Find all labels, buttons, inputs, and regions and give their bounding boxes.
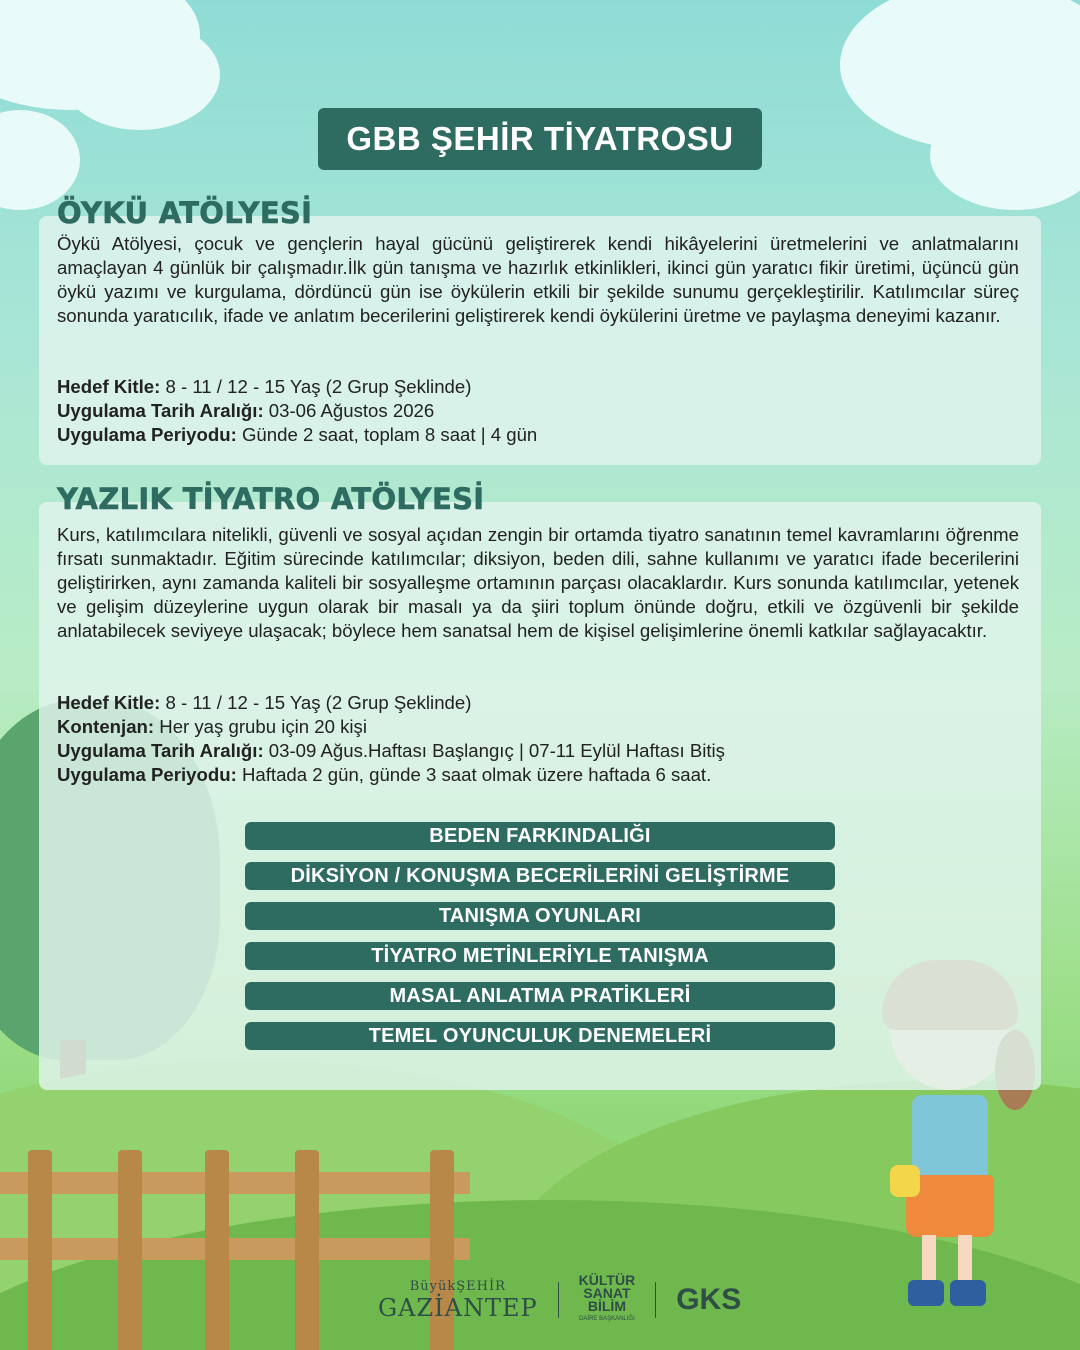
detail-label: Uygulama Tarih Aralığı: [57,400,264,421]
detail-value: Haftada 2 gün, günde 3 saat olmak üzere haftada 6 saat. [236,764,712,785]
section-description-1: Öykü Atölyesi, çocuk ve gençlerin hayal gücünü geliştirerek kendi hikâyelerini üretmelerini ve anlatmalarını amaçlayan 4 günlük bir çalışmadır.İlk gün tanışma ve hazırlık etkinlikleri, ikinci gün yaratıcı fikir üretimi, üçüncü gün öykü yazımı ve kurgulama, dördüncü gün ise öykülerin etkili bir şekilde sunumu gerçekleştirilir. Katılımcılar süreç sonunda yaratıcılık, ifade ve anlatım becerilerini geliştirerek kendi öykülerini üretme ve paylaşma deneyimi kazanır. [57,233,1019,326]
topic-pill: TEMEL OYUNCULUK DENEMELERİ [245,1022,835,1050]
detail-label: Uygulama Tarih Aralığı: [57,740,264,761]
logo-divider [558,1282,559,1318]
detail-value: Günde 2 saat, toplam 8 saat | 4 gün [236,424,538,445]
gaziantep-logo [378,1279,538,1322]
detail-value: Her yaş grubu için 20 kişi [154,716,367,737]
logo-text: BüyükŞEHİR [409,1278,506,1294]
topic-pill: DİKSİYON / KONUŞMA BECERİLERİNİ GELİŞTİRME [245,862,835,890]
section-details-2 [57,691,725,787]
cloud-left [0,110,80,210]
topic-pill: TİYATRO METİNLERİYLE TANIŞMA [245,942,835,970]
detail-quota [57,715,725,739]
detail-label: Kontenjan: [57,716,155,737]
section-heading-1: ÖYKÜ ATÖLYESİ [57,196,313,230]
section-details-1 [57,375,537,447]
detail-period [57,763,725,787]
detail-label: Hedef Kitle: [57,692,161,713]
logo-text: SANAT [583,1285,631,1301]
topic-pill: TANIŞMA OYUNLARI [245,902,835,930]
logo-text: BİLİM [587,1298,626,1314]
detail-target [57,691,725,715]
detail-label: Uygulama Periyodu: [57,424,237,445]
detail-value: 8 - 11 / 12 - 15 Yaş (2 Grup Şeklinde) [160,692,472,713]
detail-target [57,375,537,399]
logo-text: DAİRE BAŞKANLIĞI [579,1316,635,1322]
section-heading-2: YAZLIK TİYATRO ATÖLYESİ [57,482,485,516]
topic-pill: BEDEN FARKINDALIĞI [245,822,835,850]
detail-value: 03-09 Ağus.Haftası Başlangıç | 07-11 Eylül Haftası Bitiş [263,740,725,761]
kultur-sanat-bilim-logo [579,1274,636,1326]
detail-dates [57,399,537,423]
detail-dates [57,739,725,763]
footer-logos [378,1272,742,1324]
section-description-2: Kurs, katılımcılara nitelikli, güvenli ve sosyal açıdan zengin bir ortamda tiyatro sanatının temel kavramlarını öğrenme fırsatı sunmaktadır. Eğitim sürecinde katılımcılar; diksiyon, beden dili, sahne kullanımı ve yaratıcı ifade becerilerini geliştirirken, aynı zamanda kaliteli bir sosyalleşme ortamının parçası olacaklardır. Kurs sonunda katılımcılar, yetenek ve gelişim düzeylerine uygun olarak bir masalı ya da şiiri toplum önünde doğru, etkili ve özgüvenli bir şekilde anlatabilecek seviyeye ulaşacak; böylece hem sanatsal hem de kişisel gelişimlerine önemli katkılar sağlayacaktır. [57,524,1019,641]
logo-text: KÜLTÜR [578,1272,636,1288]
detail-label: Uygulama Periyodu: [57,764,237,785]
detail-period [57,423,537,447]
cloud-top-left-2 [60,20,220,130]
cloud-top-right-2 [930,100,1080,210]
gks-logo: GKS [676,1283,742,1316]
detail-value: 03-06 Ağustos 2026 [263,400,435,421]
detail-value: 8 - 11 / 12 - 15 Yaş (2 Grup Şeklinde) [160,376,472,397]
logo-divider [655,1282,656,1318]
page-title: GBB ŞEHİR TİYATROSU [318,108,762,170]
topic-pill: MASAL ANLATMA PRATİKLERİ [245,982,835,1010]
detail-label: Hedef Kitle: [57,376,161,397]
logo-text: GAZİANTEP [378,1293,538,1322]
